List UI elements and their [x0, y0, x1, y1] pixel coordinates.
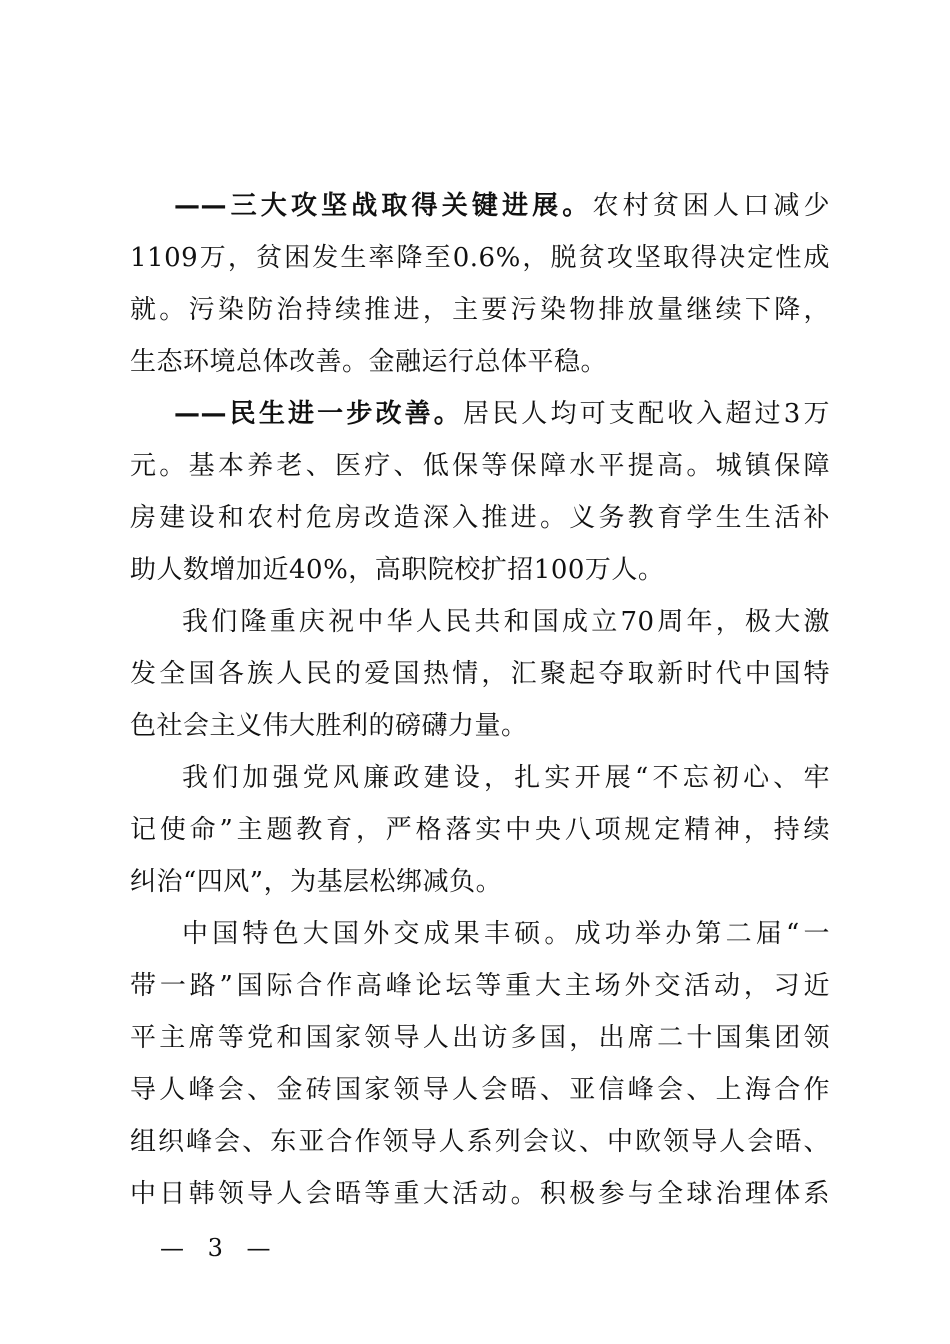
text-line: 带一路”国际合作高峰论坛等重大主场外交活动，习近	[130, 971, 830, 1001]
text-line: 1109万，贫困发生率降至0.6%，脱贫攻坚取得决定性成	[130, 243, 830, 273]
text-line: 房建设和农村危房改造深入推进。义务教育学生生活补	[130, 503, 830, 533]
text-line: 元。基本养老、医疗、低保等保障水平提高。城镇保障	[130, 451, 830, 481]
text-line: 中国特色大国外交成果丰硕。成功举办第二届“一	[182, 919, 830, 949]
text-line	[130, 388, 830, 440]
text-line	[130, 180, 830, 232]
paragraph-anniversary	[130, 596, 830, 752]
paragraph-party-building	[130, 752, 830, 908]
text-line: 导人峰会、金砖国家领导人会晤、亚信峰会、上海合作	[130, 1075, 830, 1105]
text-line: 组织峰会、东亚合作领导人系列会议、中欧领导人会晤、	[130, 1127, 830, 1157]
text-line: 记使命”主题教育，严格落实中央八项规定精神，持续	[130, 815, 830, 845]
paragraph-heading: ——三大攻坚战取得关键进展。	[174, 191, 593, 221]
paragraph-heading: ——民生进一步改善。	[174, 399, 463, 429]
page-number: — 3 —	[160, 1234, 279, 1262]
text-line: 发全国各族人民的爱国热情，汇聚起夺取新时代中国特	[130, 659, 830, 689]
text-line: 中日韩领导人会晤等重大活动。积极参与全球治理体系	[130, 1179, 830, 1209]
paragraph-livelihood	[130, 388, 830, 596]
text-line: 生态环境总体改善。金融运行总体平稳。	[130, 347, 608, 377]
text-line: 助人数增加近40%，高职院校扩招100万人。	[130, 555, 665, 585]
paragraph-diplomacy	[130, 908, 830, 1220]
text-line: 平主席等党和国家领导人出访多国，出席二十国集团领	[130, 1023, 830, 1053]
text-line: 色社会主义伟大胜利的磅礴力量。	[130, 711, 528, 741]
text-line: 我们加强党风廉政建设，扎实开展“不忘初心、牢	[182, 763, 830, 793]
text-line: 纠治“四风”，为基层松绑减负。	[130, 867, 503, 897]
text-run: 居民人均可支配收入超过3万	[462, 399, 830, 429]
body-text	[130, 180, 830, 1220]
text-line: 我们隆重庆祝中华人民共和国成立70周年，极大激	[182, 607, 830, 637]
paragraph-poverty	[130, 180, 830, 388]
text-run: 农村贫困人口减少	[592, 191, 830, 221]
text-line: 就。污染防治持续推进，主要污染物排放量继续下降，	[130, 295, 830, 325]
